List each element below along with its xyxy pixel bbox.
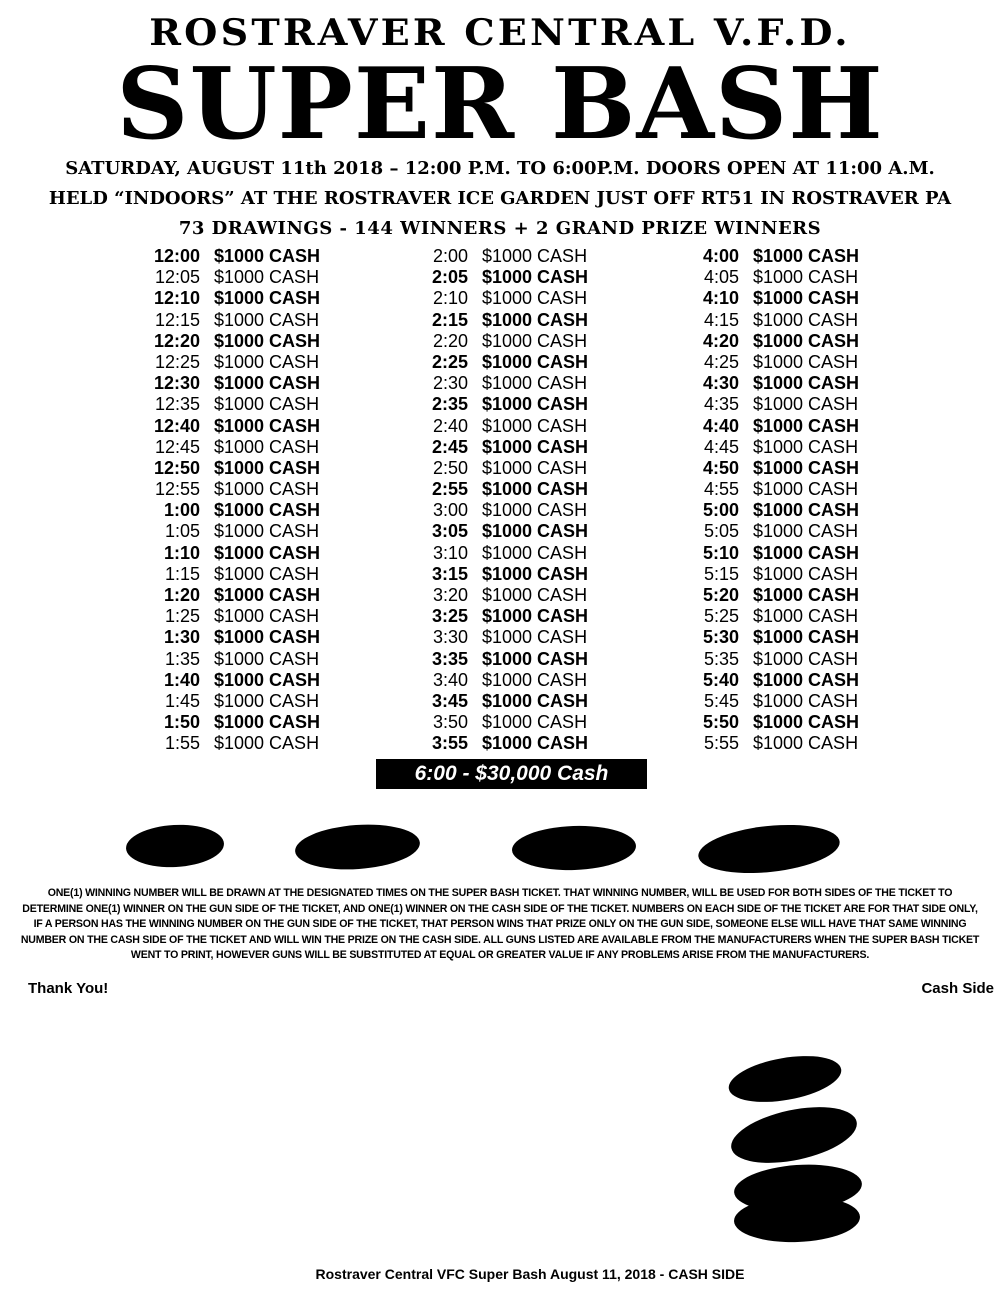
drawing-row <box>152 267 320 288</box>
drawing-time: 5:55 <box>703 733 739 754</box>
drawing-row <box>691 521 859 542</box>
drawing-prize: $1000 CASH <box>482 542 588 563</box>
schedule-column-1 <box>152 246 320 755</box>
drawing-time: 1:10 <box>163 542 200 563</box>
drawing-time: 1:55 <box>164 733 200 754</box>
drawing-time: 12:25 <box>154 351 200 372</box>
drawing-time: 3:25 <box>431 606 468 627</box>
redaction-mark <box>125 822 225 869</box>
drawing-time: 5:15 <box>703 563 739 584</box>
drawing-row <box>420 606 588 627</box>
drawing-time: 2:25 <box>431 351 468 372</box>
drawing-prize: $1000 CASH <box>214 648 320 669</box>
drawing-time: 1:20 <box>163 585 200 605</box>
drawing-row <box>691 310 859 331</box>
drawing-time: 4:05 <box>703 267 739 288</box>
drawing-row <box>691 267 859 288</box>
drawing-prize: $1000 CASH <box>482 500 588 521</box>
drawing-time: 1:50 <box>163 712 200 733</box>
drawing-prize: $1000 CASH <box>482 733 589 754</box>
drawing-prize: $1000 CASH <box>753 309 859 330</box>
drawing-row <box>420 691 588 712</box>
redaction-mark <box>696 819 842 880</box>
drawing-prize: $1000 CASH <box>482 415 588 436</box>
drawing-prize: $1000 CASH <box>214 436 320 457</box>
drawing-row <box>420 733 588 754</box>
drawing-row <box>152 543 320 564</box>
drawing-prize: $1000 CASH <box>753 669 860 690</box>
drawing-prize: $1000 CASH <box>753 733 859 754</box>
drawing-row <box>152 606 320 627</box>
drawing-time: 3:40 <box>432 669 468 690</box>
drawing-prize: $1000 CASH <box>214 627 321 648</box>
drawing-prize: $1000 CASH <box>482 330 588 351</box>
drawing-prize: $1000 CASH <box>214 542 321 563</box>
drawing-row <box>691 352 859 373</box>
drawing-time: 1:35 <box>164 648 200 669</box>
drawing-time: 1:45 <box>164 690 200 711</box>
drawing-row <box>420 458 588 479</box>
drawing-time: 2:10 <box>432 288 468 309</box>
drawing-row <box>152 352 320 373</box>
drawing-prize: $1000 CASH <box>482 246 588 266</box>
drawing-time: 3:35 <box>431 648 468 669</box>
drawing-row <box>691 437 859 458</box>
drawing-row <box>152 564 320 585</box>
drawing-row <box>420 437 588 458</box>
drawing-time: 5:45 <box>703 690 739 711</box>
drawing-prize: $1000 CASH <box>482 521 589 542</box>
drawing-row <box>691 712 859 733</box>
drawing-row <box>152 394 320 415</box>
drawing-time: 2:05 <box>431 267 468 288</box>
drawing-row <box>420 479 588 500</box>
drawing-row <box>691 670 859 691</box>
drawing-prize: $1000 CASH <box>753 373 860 394</box>
drawing-row <box>691 585 859 606</box>
drawing-prize: $1000 CASH <box>753 500 860 521</box>
redaction-mark <box>294 821 422 874</box>
drawing-time: 5:35 <box>703 648 739 669</box>
drawing-prize: $1000 CASH <box>214 246 321 266</box>
drawing-row <box>691 479 859 500</box>
drawing-row <box>152 733 320 754</box>
drawing-row <box>152 500 320 521</box>
redaction-mark <box>726 1097 862 1173</box>
drawing-time: 12:35 <box>154 394 200 415</box>
drawing-prize: $1000 CASH <box>753 563 859 584</box>
drawing-row <box>420 331 588 352</box>
drawing-time: 2:40 <box>432 415 468 436</box>
drawing-row <box>152 627 320 648</box>
drawing-row <box>691 606 859 627</box>
drawing-prize: $1000 CASH <box>482 669 588 690</box>
drawing-time: 12:55 <box>154 479 200 500</box>
drawing-prize: $1000 CASH <box>214 690 320 711</box>
drawing-prize: $1000 CASH <box>214 288 321 309</box>
drawing-prize: $1000 CASH <box>753 585 860 605</box>
drawing-time: 4:00 <box>702 246 739 266</box>
drawing-prize: $1000 CASH <box>214 330 321 351</box>
drawing-time: 2:15 <box>431 309 468 330</box>
drawing-prize: $1000 CASH <box>753 436 859 457</box>
drawing-time: 3:05 <box>431 521 468 542</box>
drawing-prize: $1000 CASH <box>753 351 859 372</box>
drawing-prize: $1000 CASH <box>482 648 589 669</box>
drawing-prize: $1000 CASH <box>482 457 588 478</box>
grand-prize-banner: 6:00 - $30,000 Cash <box>376 759 647 789</box>
drawing-prize: $1000 CASH <box>482 627 588 648</box>
drawing-row <box>691 564 859 585</box>
drawing-row <box>691 394 859 415</box>
drawing-prize: $1000 CASH <box>214 733 320 754</box>
drawing-time: 2:00 <box>432 246 468 266</box>
drawing-prize: $1000 CASH <box>753 479 859 500</box>
drawing-time: 12:50 <box>153 457 200 478</box>
drawing-time: 1:00 <box>163 500 200 521</box>
drawing-row <box>420 352 588 373</box>
drawing-prize: $1000 CASH <box>482 309 589 330</box>
ticket-side-label: Cash Side <box>921 980 994 997</box>
drawing-time: 2:20 <box>432 330 468 351</box>
drawing-row <box>420 416 588 437</box>
drawing-time: 4:40 <box>702 415 739 436</box>
drawing-time: 5:00 <box>702 500 739 521</box>
rules-fine-print: ONE(1) WINNING NUMBER WILL BE DRAWN AT THE DESIGNATED TIMES ON THE SUPER BASH TICKET. THAT WINNING NUMBER, WILL BE USED FOR BOTH SIDES OF THE TICKET TO DETERMINE ONE(1) WINNER ON THE GUN SIDE OF THE TICKET, AND ONE(1) WINNER ON THE CASH SIDE OF THE TICKET. NUMBERS ON EACH SIDE OF THE TICKET ARE FOR THAT SIDE ONLY, IF A PERSON HAS THE WINNING NUMBER ON THE GUN SIDE OF THE TICKET, THAT PERSON WINS THAT PRIZE ONLY ON THE GUN SIDE, SOMEONE ELSE WILL HAVE THAT SAME WINNING NUMBER ON THE CASH SIDE OF THE TICKET AND WILL WIN THE PRIZE ON THE CASH SIDE. ALL GUNS LISTED ARE AVAILABLE FROM THE MANUFACTURERS WHEN THE SUPER BASH TICKET WENT TO PRINT, HOWEVER GUNS WILL BE SUBSTITUTED AT EQUAL OR GREATER VALUE IF ANY PROBLEMS ARISE FROM THE MANUFACTURERS. <box>20 887 980 961</box>
drawing-row <box>420 267 588 288</box>
drawing-row <box>420 310 588 331</box>
drawing-prize: $1000 CASH <box>214 479 320 500</box>
drawing-time: 12:00 <box>153 246 200 266</box>
drawing-time: 3:15 <box>431 563 468 584</box>
drawing-prize: $1000 CASH <box>214 669 321 690</box>
drawing-prize: $1000 CASH <box>753 627 860 648</box>
drawing-prize: $1000 CASH <box>753 415 860 436</box>
thank-you-text: Thank You! <box>28 980 109 997</box>
drawing-prize: $1000 CASH <box>214 585 321 605</box>
drawing-time: 12:30 <box>153 373 200 394</box>
drawing-time: 12:05 <box>154 267 200 288</box>
drawing-prize: $1000 CASH <box>214 712 321 733</box>
drawing-time: 5:20 <box>702 585 739 605</box>
drawing-row <box>691 288 859 309</box>
drawing-prize: $1000 CASH <box>214 394 320 415</box>
drawing-row <box>691 246 859 267</box>
drawing-prize: $1000 CASH <box>214 457 321 478</box>
schedule-column-2 <box>420 246 588 755</box>
drawing-prize: $1000 CASH <box>214 563 320 584</box>
drawing-prize: $1000 CASH <box>482 394 589 415</box>
drawing-time: 4:35 <box>703 394 739 415</box>
drawing-time: 5:50 <box>702 712 739 733</box>
drawing-prize: $1000 CASH <box>753 394 859 415</box>
drawing-row <box>691 543 859 564</box>
drawing-time: 4:15 <box>703 309 739 330</box>
drawing-time: 12:45 <box>154 436 200 457</box>
drawing-time: 2:45 <box>431 436 468 457</box>
drawing-time: 3:30 <box>432 627 468 648</box>
drawing-time: 1:15 <box>164 563 200 584</box>
redaction-mark <box>725 1048 845 1109</box>
drawing-prize: $1000 CASH <box>753 606 859 627</box>
drawing-prize: $1000 CASH <box>214 373 321 394</box>
drawing-prize: $1000 CASH <box>214 606 320 627</box>
drawing-row <box>691 500 859 521</box>
drawing-prize: $1000 CASH <box>214 415 321 436</box>
drawing-row <box>152 331 320 352</box>
drawing-row <box>420 564 588 585</box>
drawing-time: 4:10 <box>702 288 739 309</box>
drawing-prize: $1000 CASH <box>753 542 860 563</box>
drawing-row <box>420 500 588 521</box>
drawing-time: 12:40 <box>153 415 200 436</box>
drawing-time: 5:05 <box>703 521 739 542</box>
drawing-row <box>152 416 320 437</box>
drawing-prize: $1000 CASH <box>753 330 860 351</box>
drawing-prize: $1000 CASH <box>482 563 589 584</box>
drawing-row <box>691 331 859 352</box>
drawing-time: 12:10 <box>153 288 200 309</box>
drawing-time: 2:55 <box>431 479 468 500</box>
drawing-time: 5:40 <box>702 669 739 690</box>
drawing-time: 1:25 <box>164 606 200 627</box>
drawing-prize: $1000 CASH <box>753 648 859 669</box>
drawing-row <box>152 310 320 331</box>
drawing-row <box>152 585 320 606</box>
drawing-row <box>691 733 859 754</box>
drawing-prize: $1000 CASH <box>753 267 859 288</box>
drawing-row <box>152 373 320 394</box>
drawing-time: 1:05 <box>164 521 200 542</box>
drawing-prize: $1000 CASH <box>753 457 860 478</box>
drawing-prize: $1000 CASH <box>482 351 589 372</box>
drawing-time: 12:20 <box>153 330 200 351</box>
drawing-prize: $1000 CASH <box>482 606 589 627</box>
drawing-time: 4:55 <box>703 479 739 500</box>
drawing-time: 5:10 <box>702 542 739 563</box>
drawing-prize: $1000 CASH <box>482 288 588 309</box>
drawing-row <box>420 373 588 394</box>
drawing-prize: $1000 CASH <box>753 246 860 266</box>
drawing-time: 12:15 <box>154 309 200 330</box>
drawing-time: 5:30 <box>702 627 739 648</box>
drawing-prize: $1000 CASH <box>482 267 589 288</box>
drawing-time: 3:20 <box>432 585 468 605</box>
organization-name: ROSTRAVER CENTRAL V.F.D. <box>149 12 851 54</box>
schedule-column-3 <box>691 246 859 755</box>
drawing-time: 5:25 <box>703 606 739 627</box>
drawing-time: 1:30 <box>163 627 200 648</box>
drawing-prize: $1000 CASH <box>482 585 588 605</box>
drawing-prize: $1000 CASH <box>482 436 589 457</box>
drawing-time: 3:10 <box>432 542 468 563</box>
drawings-summary-line: 73 DRAWINGS - 144 WINNERS + 2 GRAND PRIZE WINNERS <box>178 218 822 239</box>
drawing-row <box>691 691 859 712</box>
drawing-row <box>691 373 859 394</box>
drawing-time: 4:20 <box>702 330 739 351</box>
drawing-prize: $1000 CASH <box>753 690 859 711</box>
drawing-row <box>420 246 588 267</box>
drawing-row <box>152 479 320 500</box>
drawing-prize: $1000 CASH <box>214 500 321 521</box>
drawing-row <box>420 627 588 648</box>
drawing-row <box>420 394 588 415</box>
drawing-row <box>152 288 320 309</box>
drawing-prize: $1000 CASH <box>482 712 588 733</box>
drawing-prize: $1000 CASH <box>753 288 860 309</box>
drawing-row <box>691 458 859 479</box>
drawing-time: 2:30 <box>432 373 468 394</box>
drawing-time: 2:35 <box>431 394 468 415</box>
drawing-prize: $1000 CASH <box>753 521 859 542</box>
drawing-prize: $1000 CASH <box>753 712 860 733</box>
drawing-row <box>691 627 859 648</box>
drawing-prize: $1000 CASH <box>482 690 589 711</box>
drawing-row <box>691 649 859 670</box>
drawing-time: 4:45 <box>703 436 739 457</box>
drawing-time: 2:50 <box>432 457 468 478</box>
drawing-time: 3:50 <box>432 712 468 733</box>
drawing-row <box>152 246 320 267</box>
drawing-prize: $1000 CASH <box>214 351 320 372</box>
drawing-row <box>420 585 588 606</box>
drawing-row <box>152 458 320 479</box>
redaction-mark <box>511 824 636 872</box>
event-title: SUPER BASH <box>116 47 884 162</box>
drawing-time: 3:45 <box>431 690 468 711</box>
drawing-row <box>420 712 588 733</box>
drawing-prize: $1000 CASH <box>214 521 320 542</box>
drawing-time: 4:30 <box>702 373 739 394</box>
drawing-time: 4:50 <box>702 457 739 478</box>
event-location-line: HELD “INDOORS” AT THE ROSTRAVER ICE GARDEN JUST OFF RT51 IN ROSTRAVER PA <box>48 188 952 209</box>
drawing-time: 1:40 <box>163 669 200 690</box>
drawing-row <box>420 288 588 309</box>
drawing-time: 4:25 <box>703 351 739 372</box>
drawing-prize: $1000 CASH <box>214 309 320 330</box>
footer-caption: Rostraver Central VFC Super Bash August 11, 2018 - CASH SIDE <box>315 1266 745 1282</box>
drawing-prize: $1000 CASH <box>482 479 589 500</box>
drawing-row <box>420 670 588 691</box>
drawing-row <box>152 712 320 733</box>
event-date-line: SATURDAY, AUGUST 11th 2018 – 12:00 P.M. TO 6:00P.M. DOORS OPEN AT 11:00 A.M. <box>65 158 935 179</box>
drawing-prize: $1000 CASH <box>482 373 588 394</box>
drawing-prize: $1000 CASH <box>214 267 320 288</box>
drawing-row <box>420 521 588 542</box>
drawing-row <box>420 649 588 670</box>
drawing-row <box>152 670 320 691</box>
drawing-row <box>691 416 859 437</box>
drawing-row <box>152 649 320 670</box>
drawing-row <box>152 437 320 458</box>
drawing-time: 3:00 <box>432 500 468 521</box>
drawing-row <box>152 521 320 542</box>
drawing-row <box>420 543 588 564</box>
drawing-row <box>152 691 320 712</box>
drawing-time: 3:55 <box>431 733 468 754</box>
